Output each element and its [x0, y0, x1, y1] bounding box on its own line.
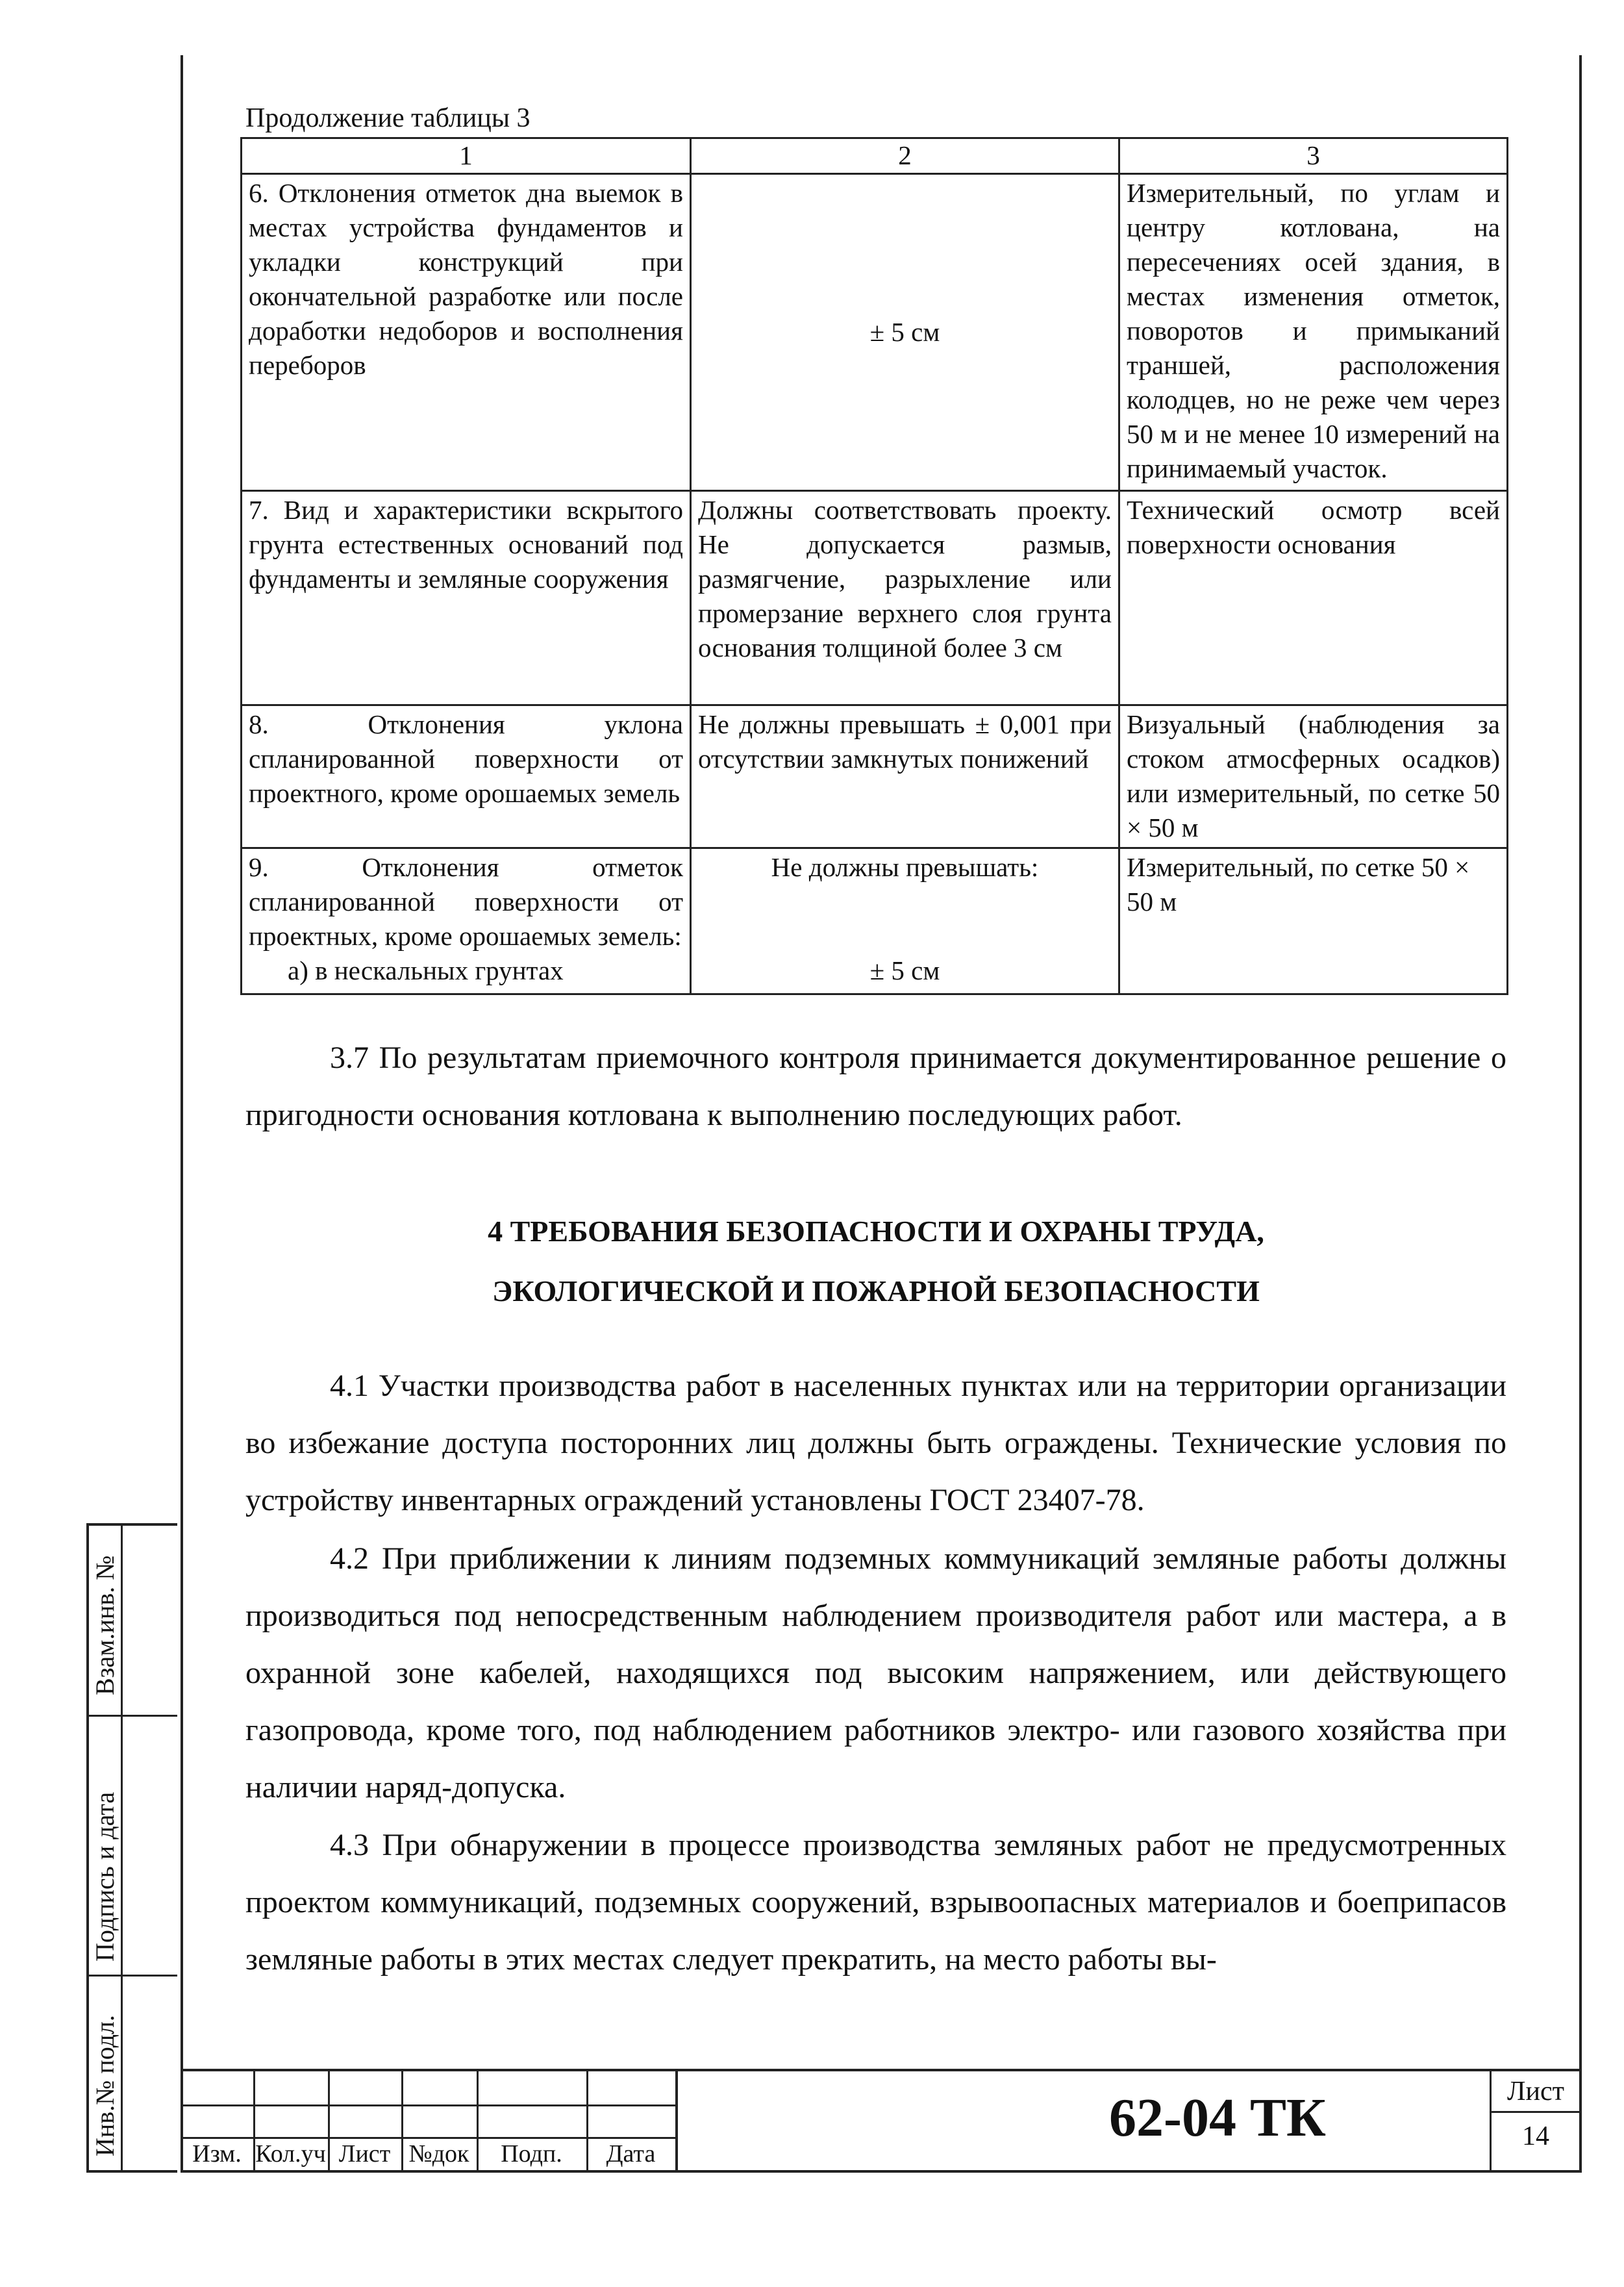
table-cell-tolerance: ± 5 см: [691, 174, 1119, 491]
table-cell-parameter: [242, 848, 691, 994]
table-cell-tolerance-text: Не должны превышать:: [771, 852, 1039, 882]
stamp-podpis-data: Подпись и дата: [90, 1791, 119, 1962]
tb-n-dok: №док: [408, 2140, 469, 2167]
sheet-label: Лист: [1507, 2077, 1564, 2106]
table-caption: Продолжение таблицы 3: [245, 103, 531, 133]
table-cell-parameter: 8. Отклонения уклона спланированной поверхности от проектного, кроме орошаемых земель: [242, 705, 691, 848]
paragraph-4-1: 4.1 Участки производства работ в населенных пунктах или на территории организации во избежание доступа посторонних лиц должны быть ограждены. Технические условия по устройству инвентарных ограждений установлены ГОСТ 23407-78.: [245, 1369, 1506, 1517]
table-cell-tolerance-sub: ± 5 см: [869, 955, 940, 985]
table-cell-parameter: 7. Вид и характеристики вскрытого грунта естественных оснований под фундаменты и земляные сооружения: [242, 491, 691, 705]
section-heading-line-1: 4 ТРЕБОВАНИЯ БЕЗОПАСНОСТИ И ОХРАНЫ ТРУДА,: [488, 1215, 1264, 1248]
stamp-vzam-inv: Взам.инв. №: [90, 1555, 119, 1695]
table-cell-method: Визуальный (наблюдения за стоком атмосферных осадков) или измерительный, по сетке 50 × 50 м: [1119, 705, 1508, 848]
table-row: [242, 848, 1508, 994]
paragraph-4-2: 4.2 При приближении к линиям подземных коммуникаций земляные работы должны производиться под непосредственным наблюдением производителя работ или мастера, а в охранной зоне кабелей, находящихся под высоким напряжением, или действующего газопровода, кроме того, под наблюдением работников электро- или газового хозяйства при наличии наряд-допуска.: [245, 1541, 1506, 1804]
table-row: [242, 491, 1508, 705]
title-block-line: [675, 2069, 678, 2173]
page-frame-left: [181, 55, 183, 2173]
table-cell-tolerance: Не должны превышать ± 0,001 при отсутствии замкнутых понижений: [691, 705, 1119, 848]
page-frame-right: [1579, 55, 1582, 2173]
table-header-cell: 2: [691, 138, 1119, 174]
table-header-cell: 3: [1119, 138, 1508, 174]
table-cell-tolerance: Должны соответствовать проекту. Не допускается размыв, размягчение, разрыхление или промерзание верхнего слоя грунта основания толщиной более 3 см: [691, 491, 1119, 705]
control-table: [240, 137, 1508, 995]
table-cell-method: Измерительный, по углам и центру котлована, на пересечениях осей здания, в местах изменения отметок, поворотов и примыканий траншей, расположения колодцев, но не реже чем через 50 м и не менее 10 измерений на принимаемый участок.: [1119, 174, 1508, 491]
tb-kol-uch: Кол.уч: [255, 2140, 326, 2167]
table-cell-tolerance: [691, 848, 1119, 994]
tb-izm: Изм.: [192, 2140, 242, 2167]
tb-list: Лист: [338, 2140, 391, 2167]
tb-podp: Подп.: [501, 2140, 562, 2167]
tb-data: Дата: [606, 2140, 656, 2167]
table-cell-parameter-text: 9. Отклонения отметок спланированной поверхности от проектных, кроме орошаемых земель:: [249, 852, 683, 951]
section-heading-line-2: ЭКОЛОГИЧЕСКОЙ И ПОЖАРНОЙ БЕЗОПАСНОСТИ: [492, 1274, 1260, 1308]
table-cell-parameter-sub: а) в нескальных грунтах: [288, 955, 564, 985]
section-heading: [245, 1202, 1506, 1321]
side-stamp-divider: [86, 1715, 177, 1717]
sheet-number: 14: [1522, 2121, 1549, 2151]
side-stamp-divider: [86, 1975, 177, 1977]
document-code: 62-04 ТК: [1109, 2088, 1326, 2148]
title-block-line: [181, 2104, 675, 2106]
paragraph-3-7: 3.7 По результатам приемочного контроля принимается документированное решение о пригодности основания котлована к выполнению последующих работ.: [245, 1041, 1506, 1132]
table-header-row: [242, 138, 1508, 174]
table-cell-parameter: 6. Отклонения отметок дна выемок в местах устройства фундаментов и укладки конструкций при окончательной разработке или после доработки недоборов и восполнения переборов: [242, 174, 691, 491]
title-block-line: [181, 2137, 675, 2139]
table-row: [242, 174, 1508, 491]
table-cell-method: Измерительный, по сетке 50 × 50 м: [1119, 848, 1508, 994]
table-cell-method: Технический осмотр всей поверхности основания: [1119, 491, 1508, 705]
table-row: [242, 705, 1508, 848]
paragraph-4-3: 4.3 При обнаружении в процессе производства земляных работ не предусмотренных проектом коммуникаций, подземных сооружений, взрывоопасных материалов и боеприпасов земляные работы в этих местах следует прекратить, на место работы вы-: [245, 1828, 1506, 1977]
stamp-inv-podl: Инв.№ подл.: [90, 2015, 119, 2156]
table-header-cell: 1: [242, 138, 691, 174]
